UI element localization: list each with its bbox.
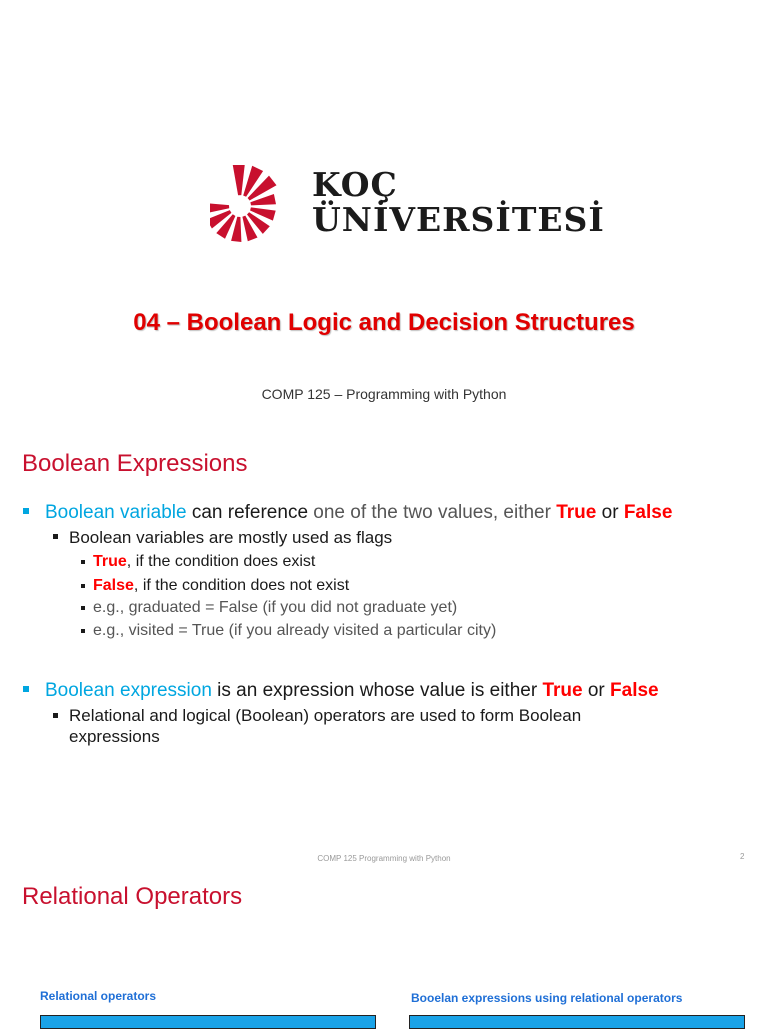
slide-heading: Boolean Expressions [22, 450, 248, 477]
item-false-condition [93, 577, 349, 595]
table-caption-relational-operators: Relational operators [40, 989, 157, 1003]
keyword-true: True [542, 680, 583, 701]
keyword-true: True [93, 553, 127, 570]
bullet-square-icon [23, 686, 29, 692]
bullet-text-or: or [582, 680, 611, 701]
sub-bullet-operators-line2: expressions [69, 727, 160, 746]
bullet-text-grey: one of the two values, either [313, 502, 557, 523]
keyword-false: False [623, 502, 673, 523]
term-boolean-expression: Boolean expression [45, 680, 212, 701]
logo-text-universitesi: ÜNİVERSİTESİ [312, 200, 605, 239]
item-true-condition [93, 553, 315, 571]
logo-ray-shape [233, 165, 245, 195]
logo-text-koc: KOÇ [312, 165, 398, 204]
bullet-text-or: or [596, 502, 624, 523]
sub-bullet-icon [53, 534, 58, 539]
item-example-graduated: e.g., graduated = False (if you did not graduate yet) [93, 599, 458, 616]
sub-bullet-flags: Boolean variables are mostly used as flags [69, 528, 393, 547]
table-header-relational-operators [40, 1015, 376, 1029]
sub-sub-bullet-icon [81, 584, 85, 588]
sub-sub-bullet-icon [81, 606, 85, 610]
item-text: , if the condition does exist [126, 553, 316, 570]
page-number: 2 [740, 852, 745, 861]
sub-bullet-icon [53, 713, 58, 718]
table-header-boolean-expressions [409, 1015, 745, 1029]
deck-title: 04 – Boolean Logic and Decision Structures [133, 309, 635, 336]
bullet-square-icon [23, 508, 29, 514]
deck-subtitle: COMP 125 – Programming with Python [261, 386, 507, 402]
keyword-false: False [93, 577, 134, 594]
bullet-text: is an expression whose value is either [211, 680, 543, 701]
keyword-false: False [610, 680, 659, 701]
slide-heading: Relational Operators [22, 883, 243, 910]
bullet-text: can reference [186, 502, 314, 523]
keyword-true: True [556, 502, 597, 523]
table-caption-boolean-expressions: Booelan expressions using relational operators [411, 991, 683, 1005]
sub-bullet-operators-line1: Relational and logical (Boolean) operators are used to form Boolean [69, 706, 582, 725]
university-logo-icon [210, 165, 302, 243]
item-example-visited: e.g., visited = True (if you already visited a particular city) [93, 622, 497, 639]
bullet-boolean-variable [45, 502, 672, 524]
item-text: , if the condition does not exist [133, 577, 350, 594]
bullet-boolean-expression [45, 680, 659, 702]
slide-footer: COMP 125 Programming with Python [317, 854, 451, 863]
sub-sub-bullet-icon [81, 560, 85, 564]
term-boolean-variable: Boolean variable [45, 502, 187, 523]
sub-sub-bullet-icon [81, 629, 85, 633]
